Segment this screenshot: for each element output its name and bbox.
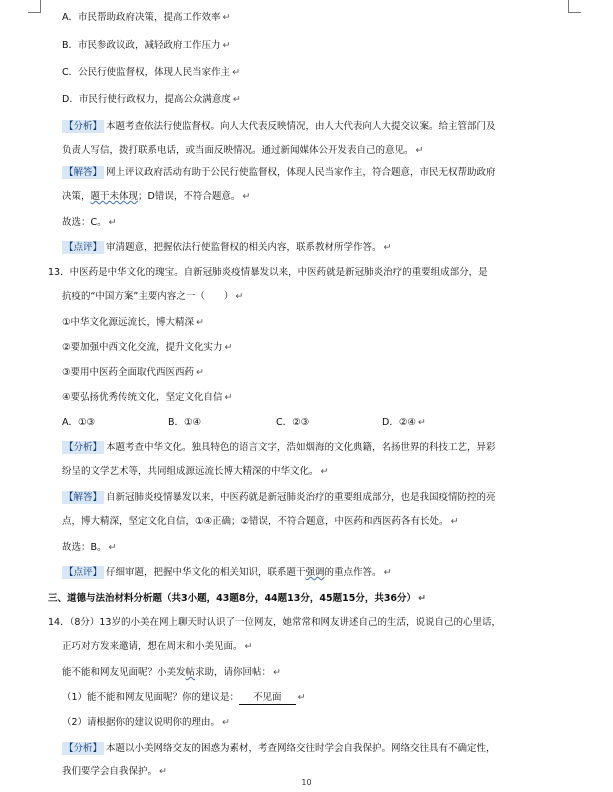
answer-tag: 【解答】 xyxy=(64,167,103,178)
q13-item-2: ②要加强中西文化交流，提升文化实力 ↵ xyxy=(62,342,233,353)
q12-answer: 【解答】 网上评议政府活动有助于公民行使监督权，体现人民当家作主，符合题意，市民无权帮助政府 xyxy=(64,167,496,178)
q13-answer: 【解答】 自新冠肺炎疫情暴发以来，中医药就是新冠肺炎治疗的重要组成部分，也是我国疫情防控的亮 xyxy=(64,492,496,503)
q14-analysis-cont: 我们要学会自我保护。 ↵ xyxy=(62,766,167,777)
q12-option-d: D．市民行使行政权力，提高公众满意度 ↵ xyxy=(62,94,241,105)
q12-analysis-cont: 负责人写信，拨打联系电话，或当面反映情况。通过新闻媒体公开发表自己的意见。 ↵ xyxy=(62,145,424,156)
q13-analysis-cont: 纷呈的文学艺术等，共同组成源远流长博大精深的中华文化。 ↵ xyxy=(62,466,329,477)
crop-mark-top-right xyxy=(568,0,581,13)
analysis-tag: 【分析】 xyxy=(64,442,103,453)
q13-options: A．①③ B．①④ C．②③ D．②④ ↵ xyxy=(62,417,426,428)
q13-item-4: ④要弘扬优秀传统文化，坚定文化自信 ↵ xyxy=(62,392,233,403)
q13-stem: 13．中医药是中华文化的瑰宝。自新冠肺炎疫情暴发以来，中医药就是新冠肺炎治疗的重要组成部分，是 xyxy=(48,267,488,278)
q13-item-3: ③要用中医药全面取代西医西药 ↵ xyxy=(62,367,204,378)
page-number: 10 xyxy=(301,778,312,787)
q14-stem-3: 能不能和网友见面呢？小美发帖求助，请你回帖： ↵ xyxy=(62,667,282,678)
crop-mark-top-left xyxy=(28,0,41,13)
q13-option-c: C．②③ xyxy=(276,417,310,428)
q12-option-b: B．市民参政议政，减轻政府工作压力 ↵ xyxy=(62,40,231,51)
q12-analysis: 【分析】 本题考查依法行使监督权。向人大代表反映情况，由人大代表向人大提交议案。给主管部门及 xyxy=(64,121,496,132)
q13-choice: 故选：B。 ↵ xyxy=(62,542,117,553)
q14-stem: 14．（8分）13岁的小美在网上聊天时认识了一位网友，她常常和网友讲述自己的生活，说说自己的心里话， xyxy=(48,617,501,628)
answer-tag: 【解答】 xyxy=(64,492,103,503)
q13-item-1: ①中华文化源远流长，博大精深 ↵ xyxy=(62,317,204,328)
q14-stem-cont: 正巧对方发来邀请，想在周末和小美见面。 ↵ xyxy=(62,641,253,652)
q14-sub-1-answer: 不见面 xyxy=(239,691,296,705)
q13-comment: 【点评】 仔细审题，把握中华文化的相关知识，联系题干强调的重点作答。 ↵ xyxy=(64,567,392,578)
q13-answer-cont: 点，博大精深，坚定文化自信，①④正确；②错误，不符合题意，中医药和西医药各有长处。 ↵ xyxy=(62,516,459,527)
section-heading: 三、道德与法治材料分析题（共3小题，43题8分，44题13分，45题15分，共36分） ↵ xyxy=(48,593,427,604)
q14-sub-2: （2）请根据你的建议说明你的理由。 ↵ xyxy=(62,717,231,728)
analysis-tag: 【分析】 xyxy=(64,121,103,132)
comment-tag: 【点评】 xyxy=(64,567,103,578)
q12-choice: 故选：C。 ↵ xyxy=(62,217,117,228)
analysis-tag: 【分析】 xyxy=(64,743,103,754)
q12-option-a: A．市民帮助政府决策，提高工作效率 ↵ xyxy=(62,12,231,23)
comment-tag: 【点评】 xyxy=(64,242,103,253)
q13-option-d: D．②④ xyxy=(382,417,416,428)
q14-analysis: 【分析】 本题以小美网络交友的困惑为素材，考查网络交往时学会自我保护。网络交往具有不确定性， xyxy=(64,743,496,754)
q12-option-c: C．公民行使监督权，体现人民当家作主 ↵ xyxy=(62,67,241,78)
q13-stem-cont: 抗疫的“中国方案”主要内容之一（ ） ↵ xyxy=(62,291,244,302)
q13-analysis: 【分析】 本题考查中华文化。独具特色的语言文字，浩如烟海的文化典籍，名扬世界的科技工艺，异彩 xyxy=(64,442,496,453)
q12-answer-cont: 决策，题干未体现；D错误，不符合题意。 ↵ xyxy=(62,191,251,202)
q14-sub-1: （1）能不能和网友见面呢？你的建议是： 不见面 ↵ xyxy=(62,692,306,703)
q13-option-b: B．①④ xyxy=(168,417,202,428)
q12-comment: 【点评】 审清题意，把握依法行使监督权的相关内容，联系教材所学作答。 ↵ xyxy=(64,242,392,253)
q13-option-a: A．①③ xyxy=(62,417,96,428)
